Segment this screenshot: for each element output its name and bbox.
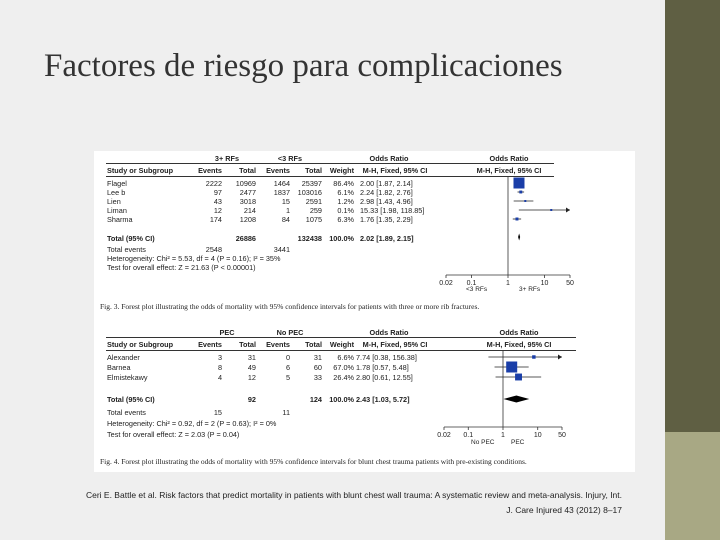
fig3-row-total2: 103016 (297, 188, 322, 197)
fig3-row-ci: 2.24 [1.82, 2.76] (360, 188, 413, 197)
fig4-method-header: M-H, Fixed, 95% CI (362, 340, 428, 349)
fig3-row-ci: 2.00 [1.87, 2.14] (360, 179, 413, 188)
fig3-row-total1: 10969 (235, 179, 256, 188)
fig3-header-rule (106, 163, 554, 164)
fig3-row-total2: 25397 (301, 179, 322, 188)
fig3-row-study: Liman (107, 206, 127, 215)
fig4-row-total1: 12 (247, 373, 256, 382)
fig3-total-label: Total (95% CI) (107, 234, 155, 243)
fig3-row-total1: 214 (243, 206, 256, 215)
fig3-row-study: Lien (107, 197, 121, 206)
fig3-events2: 3441 (273, 245, 290, 254)
fig3-row-total1: 2477 (239, 188, 256, 197)
fig4-events-label: Total events (107, 408, 146, 417)
fig3-row-total1: 3018 (239, 197, 256, 206)
fig4-row-total2: 60 (313, 363, 322, 372)
fig4-row-weight: 6.6% (337, 353, 354, 362)
fig4-row-total2: 31 (313, 353, 322, 362)
fig3-method-header: M-H, Fixed, 95% CI (362, 166, 428, 175)
fig3-row-total2: 2591 (305, 197, 322, 206)
fig4-forest-plot (434, 351, 584, 441)
fig4-row-total1: 49 (247, 363, 256, 372)
fig3-axis-right-label: 3+ RFs (519, 286, 541, 293)
x-tick-label: 10 (533, 432, 542, 439)
fig4-row-weight: 26.4% (333, 373, 354, 382)
fig3-row-events1: 97 (213, 188, 222, 197)
fig4-axis-right-label: PEC (511, 439, 525, 446)
fig3-row-events1: 2222 (205, 179, 222, 188)
fig3-row-weight: 86.4% (333, 179, 354, 188)
fig3-events1-header: Events (198, 166, 222, 175)
fig4-row-ci: 7.74 [0.38, 156.38] (356, 353, 417, 362)
fig4-row-weight: 67.0% (333, 363, 354, 372)
fig3-row-total2: 1075 (305, 215, 322, 224)
fig3-events2-header: Events (266, 166, 290, 175)
figure-image (94, 151, 635, 472)
pooled-diamond (518, 234, 520, 241)
x-tick-label: 0.1 (463, 432, 474, 439)
fig3-row-events2: 1837 (273, 188, 290, 197)
fig4-events2-header: Events (266, 340, 290, 349)
fig3-events1: 2548 (205, 245, 222, 254)
fig3-events-label: Total events (107, 245, 146, 254)
fig3-row-events2: 1464 (273, 179, 290, 188)
fig3-method-plot-header: M-H, Fixed, 95% CI (476, 166, 542, 175)
study-marker (550, 209, 552, 211)
slide-title: Factores de riesgo para complicaciones (44, 48, 563, 84)
fig3-forest-plot (434, 177, 584, 297)
fig3-row-study: Flagel (107, 179, 127, 188)
fig3-axis-left-label: <3 RFs (466, 286, 488, 293)
fig3-row-events2: 15 (281, 197, 290, 206)
fig4-axis-left-label: No PEC (471, 439, 495, 446)
study-marker (519, 191, 522, 194)
fig3-overall-test: Test for overall effect: Z = 21.63 (P < 0.00001) (107, 263, 256, 272)
accent-bar-bottom (665, 432, 720, 540)
fig4-total1-header: Total (239, 340, 256, 349)
fig3-row-study: Lee b (107, 188, 126, 197)
fig4-row-events2: 5 (285, 373, 290, 382)
fig4-total-n1: 92 (247, 395, 256, 404)
x-tick-label: 0.1 (466, 280, 477, 287)
fig3-row-ci: 2.98 [1.43, 4.96] (360, 197, 413, 206)
fig4-or-plot-header: Odds Ratio (499, 328, 539, 337)
x-tick-label: 1 (501, 432, 505, 439)
fig3-row-events2: 84 (281, 215, 290, 224)
ci-arrow (558, 355, 562, 360)
x-tick-label: 1 (506, 280, 510, 287)
fig3-total-ci: 2.02 [1.89, 2.15] (360, 234, 414, 243)
fig4-total-ci: 2.43 [1.03, 5.72] (356, 395, 410, 404)
fig4-or-header: Odds Ratio (369, 328, 409, 337)
x-tick-label: 50 (558, 432, 566, 439)
fig3-group1-header: 3+ RFs (214, 154, 240, 163)
fig4-group1-header: PEC (219, 328, 235, 337)
fig4-group2-header: No PEC (276, 328, 304, 337)
fig4-row-events2: 0 (285, 353, 290, 362)
x-tick-label: 0.02 (439, 280, 453, 287)
fig4-row-study: Barnea (107, 363, 131, 372)
fig3-group2-header: <3 RFs (277, 154, 303, 163)
citation-line-2: J. Care Injured 43 (2012) 8–17 (506, 505, 622, 515)
fig4-row-study: Alexander (107, 353, 140, 362)
citation-line-1: Ceri E. Battle et al. Risk factors that predict mortality in patients with blunt chest wall trauma: A systematic review and meta-analysis. Injury, Int. (85, 490, 622, 500)
fig3-total-weight: 100.0% (329, 234, 354, 243)
pooled-diamond (503, 396, 529, 403)
fig3-row-events1: 12 (213, 206, 222, 215)
fig3-row-weight: 1.2% (337, 197, 354, 206)
fig4-heterogeneity: Heterogeneity: Chi² = 0.92, df = 2 (P = 0.63); I² = 0% (107, 419, 277, 428)
fig4-events1: 15 (213, 408, 222, 417)
fig3-row-study: Sharma (107, 215, 133, 224)
fig3-row-events2: 1 (285, 206, 290, 215)
fig4-row-events2: 6 (285, 363, 290, 372)
fig4-events1-header: Events (198, 340, 222, 349)
study-marker (513, 178, 524, 189)
fig3-row-ci: 15.33 [1.98, 118.85] (360, 206, 425, 215)
fig4-overall-test: Test for overall effect: Z = 2.03 (P = 0.04) (107, 430, 240, 439)
fig4-total-label: Total (95% CI) (107, 395, 155, 404)
fig3-row-ci: 1.76 [1.35, 2.29] (360, 215, 413, 224)
fig4-row-ci: 2.80 [0.61, 12.55] (356, 373, 413, 382)
fig3-or-plot-header: Odds Ratio (489, 154, 529, 163)
fig4-row-ci: 1.78 [0.57, 5.48] (356, 363, 409, 372)
fig3-total-n1: 26886 (235, 234, 256, 243)
fig4-total2-header: Total (305, 340, 322, 349)
fig4-events2: 11 (282, 408, 290, 417)
fig3-heterogeneity: Heterogeneity: Chi² = 5.53, df = 4 (P = 0.16); I² = 35% (107, 254, 281, 263)
x-tick-label: 10 (540, 280, 549, 287)
fig4-row-total2: 33 (313, 373, 322, 382)
fig4-row-total1: 31 (247, 353, 256, 362)
x-tick-label: 50 (566, 280, 574, 287)
fig3-weight-header: Weight (329, 166, 354, 175)
study-marker (506, 362, 517, 373)
fig3-row-total2: 259 (309, 206, 322, 215)
fig4-weight-header: Weight (329, 340, 354, 349)
fig4-study-header: Study or Subgroup (107, 340, 174, 349)
study-marker (524, 200, 526, 202)
fig3-row-total1: 1208 (239, 215, 256, 224)
fig4-header-rule (106, 337, 576, 338)
fig3-row-weight: 6.3% (337, 215, 354, 224)
fig4-caption: Fig. 4. Forest plot illustrating the odds of mortality with 95% confidence intervals for blunt chest trauma patients with pre-existing conditions. (100, 457, 527, 466)
fig3-or-header: Odds Ratio (369, 154, 409, 163)
study-marker (532, 355, 535, 358)
study-marker (515, 374, 522, 381)
fig3-row-weight: 0.1% (337, 206, 354, 215)
fig3-total-n2: 132438 (297, 234, 322, 243)
fig4-total-n2: 124 (309, 395, 322, 404)
accent-bar-top (665, 0, 720, 432)
fig4-total-weight: 100.0% (329, 395, 354, 404)
fig4-row-events1: 8 (217, 363, 222, 372)
study-marker (515, 218, 518, 221)
ci-arrow (566, 208, 570, 213)
fig4-row-events1: 4 (217, 373, 222, 382)
fig3-total2-header: Total (305, 166, 322, 175)
fig3-row-events1: 174 (209, 215, 222, 224)
fig4-row-events1: 3 (217, 353, 222, 362)
fig3-row-weight: 6.1% (337, 188, 354, 197)
fig3-caption: Fig. 3. Forest plot illustrating the odds of mortality with 95% confidence intervals for patients with three or more rib fractures. (100, 302, 480, 311)
x-tick-label: 0.02 (437, 432, 451, 439)
fig3-total1-header: Total (239, 166, 256, 175)
fig3-row-events1: 43 (213, 197, 222, 206)
fig4-method-plot-header: M-H, Fixed, 95% CI (486, 340, 552, 349)
fig4-row-study: Elmistekawy (107, 373, 148, 382)
fig3-study-header: Study or Subgroup (107, 166, 174, 175)
